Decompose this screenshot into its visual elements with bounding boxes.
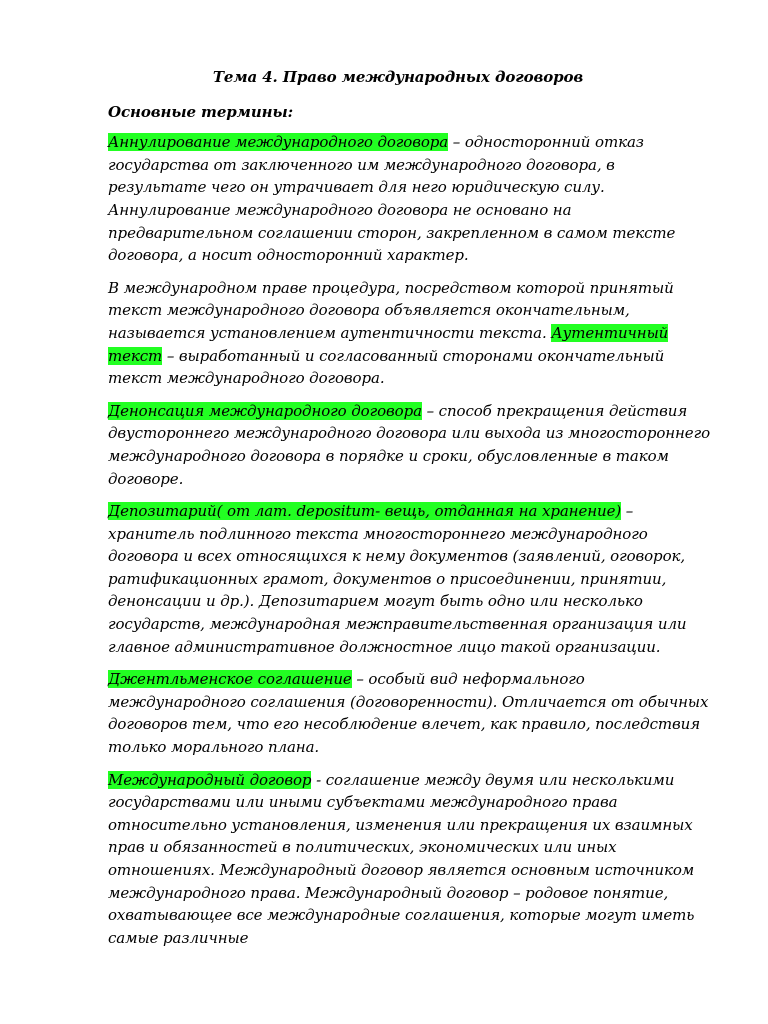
term-paragraph-depositary [108, 500, 712, 658]
term-paragraph-denunciation [108, 400, 712, 490]
term-definition: – особый вид неформального международного соглашения (договоренности). Отличается от обычных договоров тем, что его несоблюдение влечет, как правило, последствия только морального плана. [108, 670, 709, 757]
term-paragraph-annulment [108, 131, 712, 267]
section-subtitle: Основные термины: [108, 102, 294, 121]
highlighted-term: Депозитарий( от лат. depositum- вещь, отданная на хранение) [108, 502, 622, 521]
term-definition: – хранитель подлинного текста многостороннего международного договора и всех относящихся к нему документов (заявлений, оговорок, ратификационных грамот, документов о присоединении, принятии, денонсации и др.). Депозитарием могут быть одно или несколько государств, международная межправительственная организация или главное административное должностное лицо такой организации. [108, 502, 687, 656]
highlighted-term: Джентльменское соглашение [108, 670, 352, 689]
page-title: Тема 4. Право международных договоров [212, 68, 584, 86]
term-definition: - соглашение между двумя или несколькими государствами или иными субъектами международного права относительно установления, изменения или прекращения их взаимных прав и обязанностей в политических, экономических или иных отношениях. Международный договор является основным источником международного права. Международный договор – родовое понятие, охватывающее все международные соглашения, которые могут иметь самые различные [108, 770, 695, 947]
term-definition: – выработанный и согласованный сторонами окончательный текст международного договора. [108, 346, 665, 388]
term-paragraph-authentic-text [108, 277, 712, 390]
highlighted-term: Денонсация международного договора [108, 401, 422, 420]
highlighted-term: Аннулирование международного договора [108, 133, 449, 152]
term-paragraph-gentlemens-agreement [108, 668, 712, 758]
term-paragraph-international-treaty [108, 769, 712, 950]
highlighted-term: Аутентичный текст [108, 323, 669, 365]
term-definition: – односторонний отказ государства от заключенного им международного договора, в результате чего он утрачивает для него юридическую силу. Аннулирование международного договора не основано на предварительном соглашении сторон, закрепленном в самом тексте договора, а носит односторонний характер. [108, 133, 676, 265]
term-definition: – способ прекращения действия двустороннего международного договора или выхода из многостороннего международного договора в порядке и сроки, обусловленные в таком договоре. [108, 401, 710, 488]
document-page [108, 66, 712, 959]
paragraph-intro: В международном праве процедура, посредством которой принятый текст международного договора объявляется окончательным, называется установлением аутентичности текста. [108, 278, 674, 342]
highlighted-term: Международный договор [108, 770, 312, 789]
